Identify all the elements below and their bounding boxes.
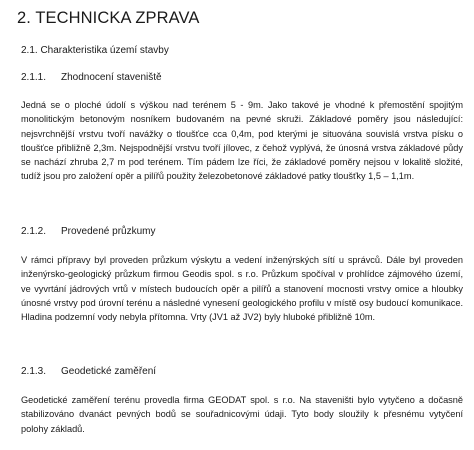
paragraph-site-assessment: Jedná se o ploché údolí s výškou nad terénem 5 - 9m. Jako takové je vhodné k přemostění spojitým monolitickým betonovým nosníkem budovaném na pevné skruži. Základové poměry jsou následující: nejsvrchnější vrstvu tvoří navážky o tloušťce cca 0,4m, pod kterými je situována souvislá vrstva písku o tloušťce přibližně 2,3m. Nejspodnější vrstvu tvoří jílovec, z čehož vyplývá, že únosná vrstva základové půdy se nachází zhruba 2,7 m pod terénem. Tím pádem lze říci, že základové poměry nejsou v lokalitě složité, tudíž jsou pro založení opěr a pilířů použity železobetonové základové patky tloušťky 1,5 – 1,1m. — [21, 100, 463, 182]
subsection-number: 2.1.2. — [21, 226, 47, 237]
section-heading: 2.1. Charakteristika území stavby — [21, 45, 169, 56]
subsection-heading-geodetic-survey — [21, 366, 156, 377]
paragraph-geodetic-survey: Geodetické zaměření terénu provedla firma GEODAT spol. s r.o. Na staveništi bylo vytyčeno a dočasně stabilizováno dvanáct pevných bodů se souřadnicovými údaji. Tyto body sloužily k přesnému vytyčení polohy základů. — [21, 395, 463, 434]
subsection-number: 2.1.1. — [21, 72, 47, 83]
subsection-number: 2.1.3. — [21, 366, 47, 377]
subsection-title: Provedené průzkumy — [61, 226, 156, 237]
subsection-title: Geodetické zaměření — [61, 366, 157, 377]
subsection-heading-surveys — [21, 226, 156, 237]
subsection-title: Zhodnocení staveniště — [61, 72, 162, 83]
subsection-heading-site-assessment — [21, 72, 162, 83]
paragraph-surveys: V rámci přípravy byl proveden průzkum výskytu a vedení inženýrských sítí u správců. Dále byl proveden inženýrsko-geologický průzkum firmou Geodis spol. s r.o. Průzkum spočíval v prohlídce zájmového území, ve vyvrtání jádrových vrtů v místech budoucích opěr a pilířů a stanovení mocnosti vrstvy omice a hloubky únosné vrstvy pod úrovní terénu a následné vynesení geologického profilu v místě osy budoucí komunikace. Hladina podzemní vody nebyla přítomna. Vrty (JV1 až JV2) byly hluboké přibližně 10m. — [21, 255, 463, 323]
page-title: 2. TECHNICKA ZPRAVA — [17, 9, 200, 27]
